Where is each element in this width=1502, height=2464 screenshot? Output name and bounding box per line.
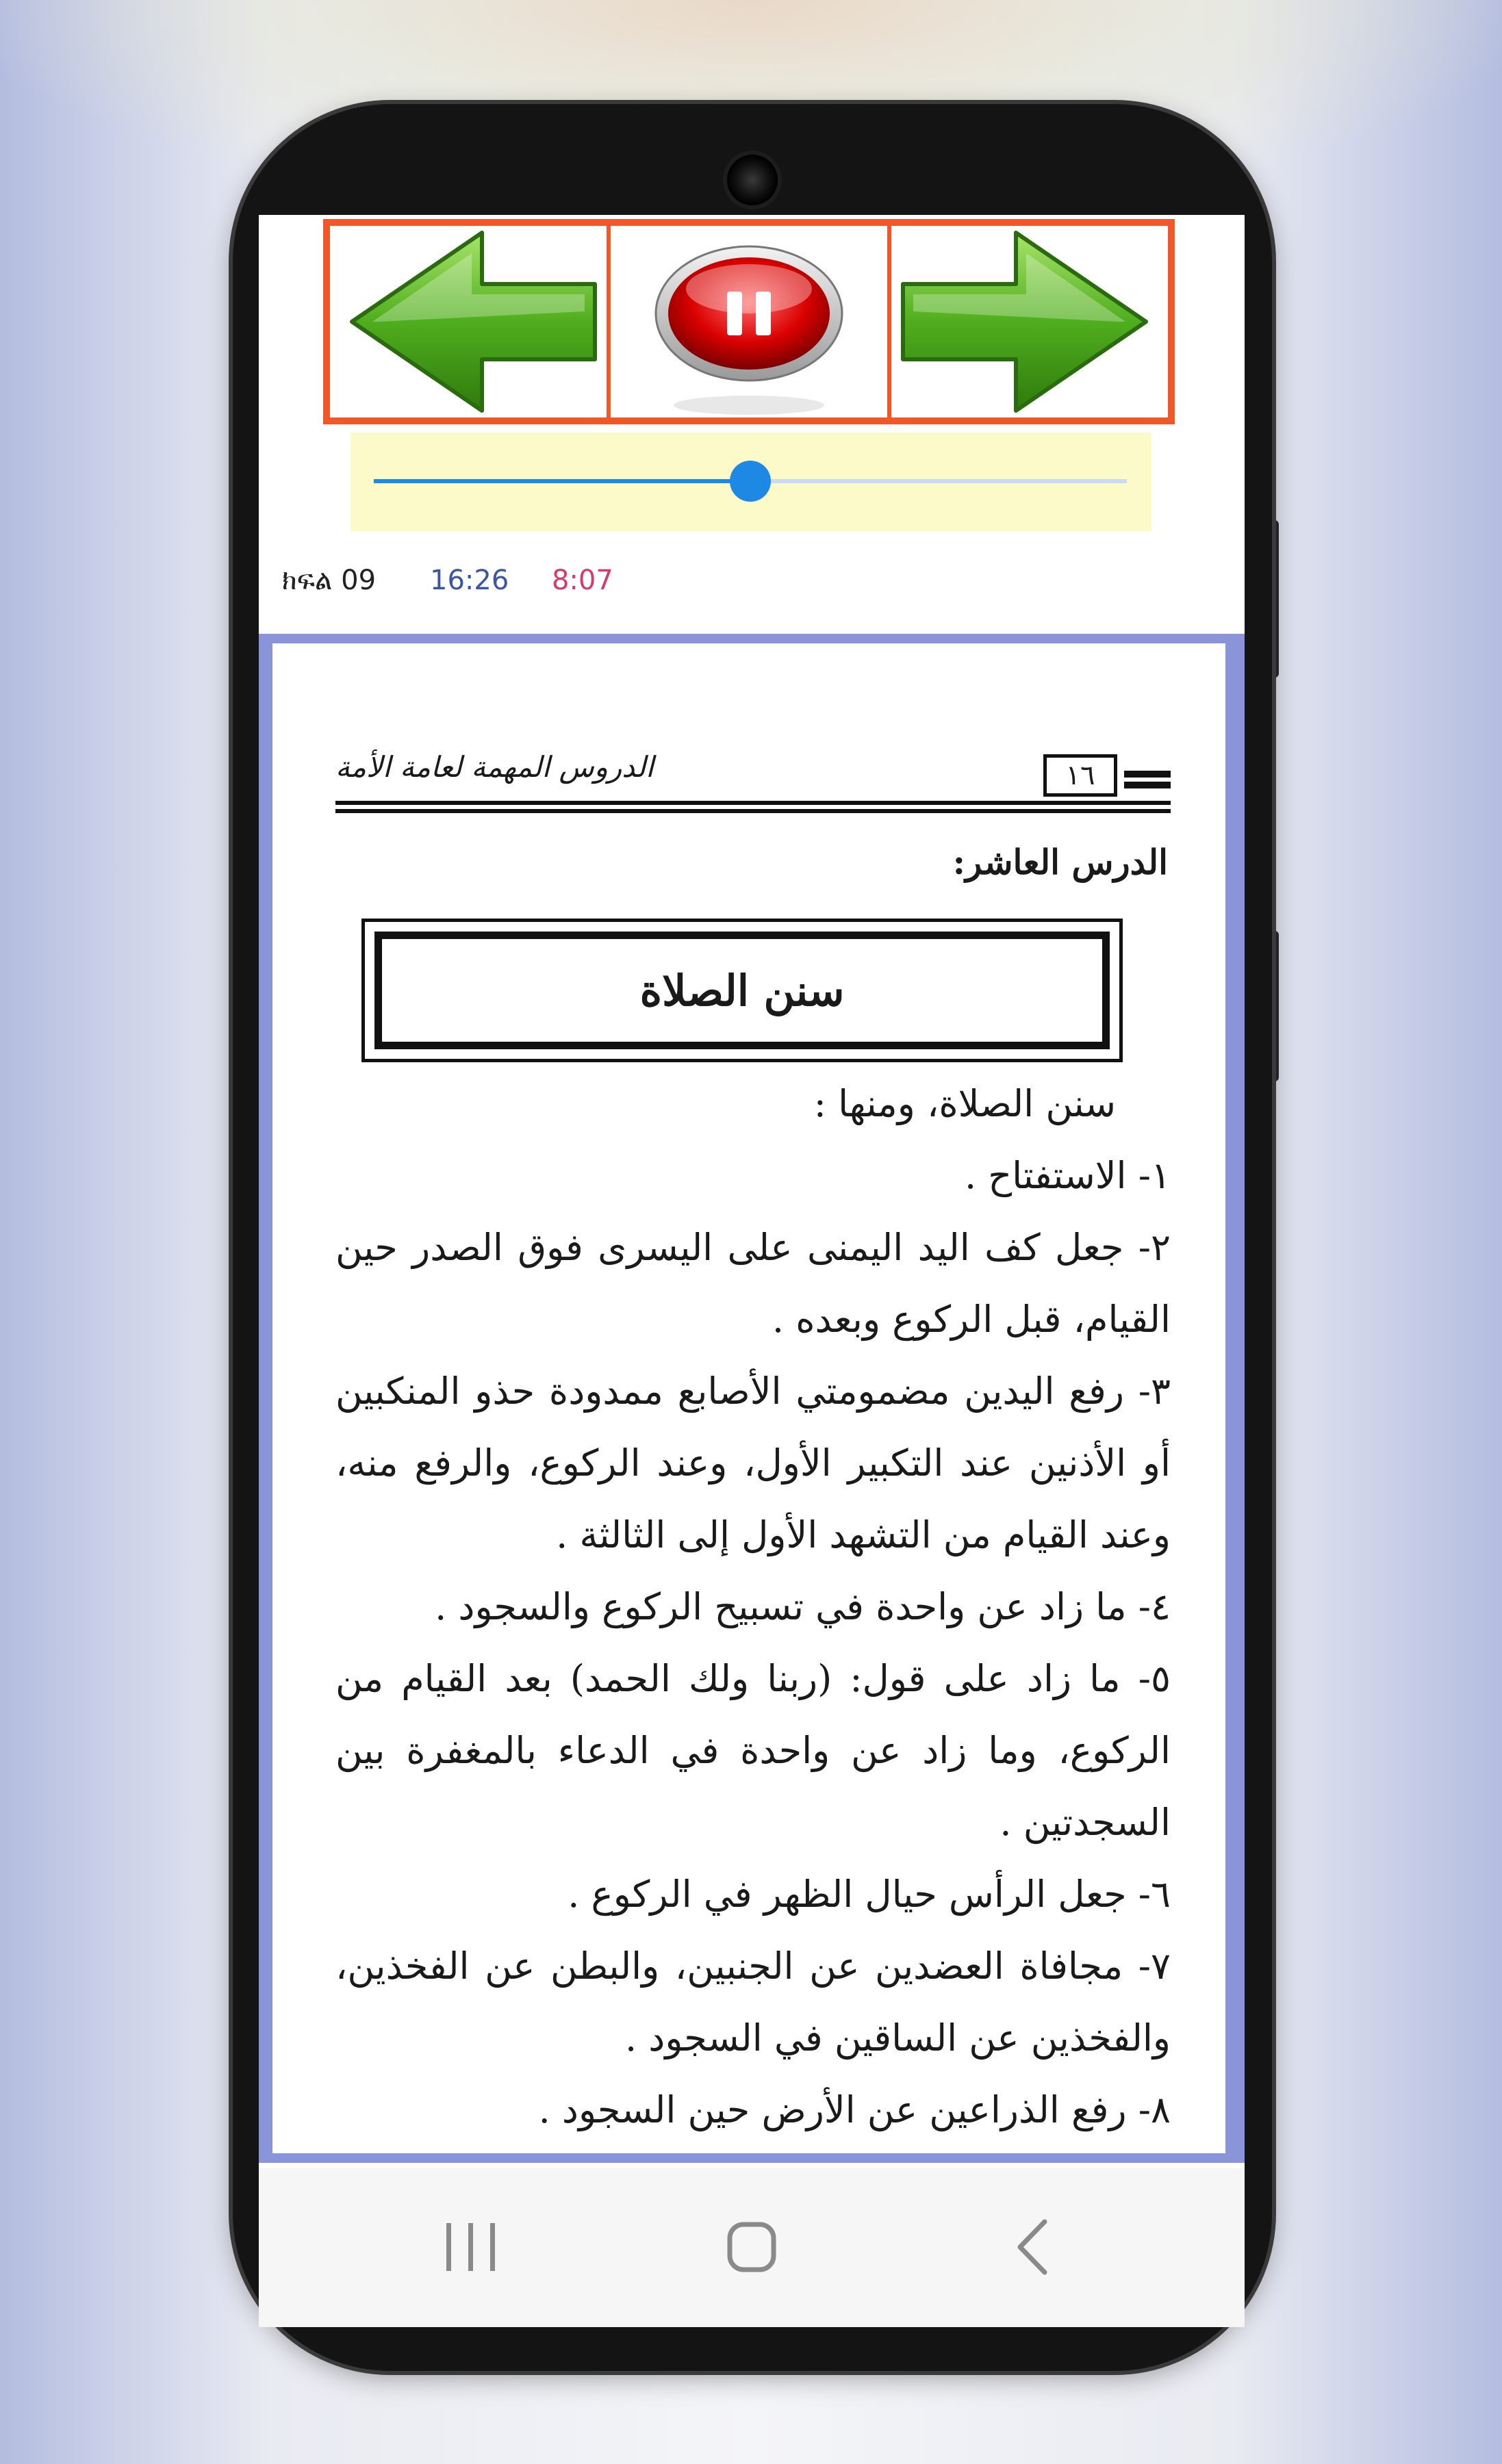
book-page [272, 643, 1225, 2153]
intro-line: سنن الصلاة، ومنها : [813, 1082, 1116, 1125]
seek-progress [374, 479, 750, 483]
previous-button[interactable] [330, 226, 607, 418]
track-label: ክፍል 09 [282, 565, 377, 596]
recents-icon [403, 2168, 539, 2327]
page-viewer[interactable] [259, 634, 1245, 2163]
recents-button[interactable] [403, 2168, 539, 2327]
app-screen [259, 215, 1245, 2327]
home-icon [683, 2168, 820, 2327]
header-title: الدروس المهمة لعامة الأمة [335, 750, 654, 784]
home-button[interactable] [683, 2168, 820, 2327]
list-item: ٧- مجافاة العضدين عن الجنبين، والبطن عن الفخذين، والفخذين عن الساقين في السجود . [335, 1945, 1171, 2059]
player-controls [323, 219, 1175, 424]
lesson-title-box [361, 919, 1123, 1062]
lesson-label: الدرس العاشر: [952, 842, 1168, 882]
pause-button[interactable] [607, 226, 887, 418]
page-header [272, 746, 1176, 808]
list-item: ٨- رفع الذراعين عن الأرض حين السجود . [538, 2088, 1171, 2131]
list-item: ٤- ما زاد عن واحدة في تسبيح الركوع والسجود . [435, 1585, 1171, 1628]
seek-thumb[interactable] [730, 461, 771, 502]
system-nav-bar [259, 2168, 1245, 2327]
back-button[interactable] [964, 2168, 1101, 2327]
seek-panel [351, 433, 1151, 531]
lesson-body [335, 1068, 1171, 2146]
list-item: ١- الاستفتاح . [964, 1154, 1171, 1197]
page-content [272, 643, 1225, 2153]
arrow-right-icon [891, 226, 1168, 418]
header-mark [1124, 771, 1171, 778]
arrow-left-icon [330, 226, 607, 418]
list-item: ٥- ما زاد على قول: (ربنا ولك الحمد) بعد القيام من الركوع، وما زاد عن واحدة في الدعاء بالمغفرة بين السجدتين . [335, 1657, 1171, 1844]
list-item: ٦- جعل الرأس حيال الظهر في الركوع . [568, 1873, 1171, 1916]
list-item: ٢- جعل كف اليد اليمنى على اليسرى فوق الصدر حين القيام، قبل الركوع وبعده . [335, 1226, 1171, 1341]
current-time: 8:07 [552, 565, 613, 596]
page-number: ١٦ [1043, 754, 1117, 797]
total-time: 16:26 [430, 565, 509, 596]
list-item: ٣- رفع اليدين مضمومتي الأصابع ممدودة حذو المنكبين أو الأذنين عند التكبير الأول، وعند الركوع، والرفع منه، وعند القيام من التشهد الأول إلى الثالثة . [335, 1370, 1171, 1556]
pause-icon [611, 226, 887, 418]
lesson-title: سنن الصلاة [374, 932, 1110, 1049]
back-icon [964, 2168, 1101, 2327]
front-camera [727, 155, 778, 205]
next-button[interactable] [887, 226, 1168, 418]
header-rule [335, 801, 1171, 817]
